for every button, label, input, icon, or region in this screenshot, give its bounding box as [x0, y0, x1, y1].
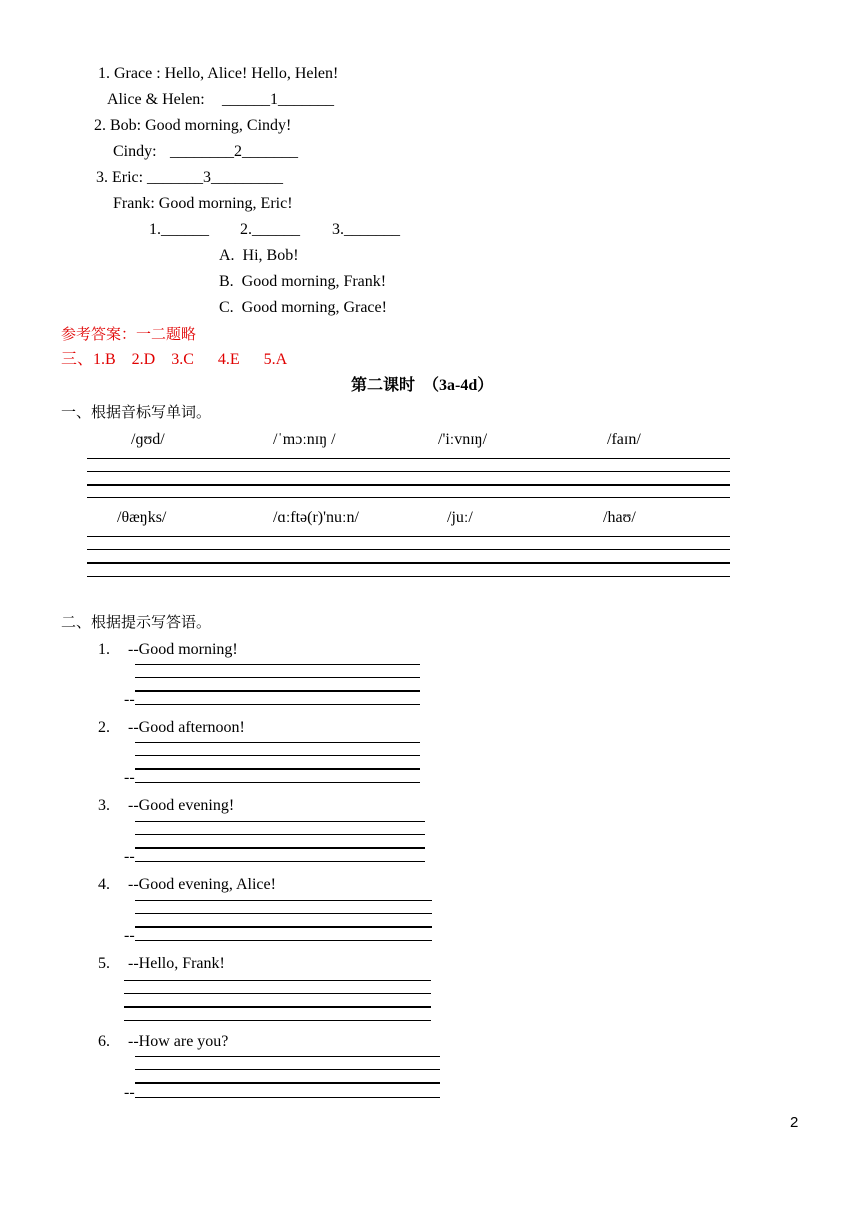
answer-line: [124, 1020, 431, 1021]
reply-dash: --: [124, 927, 135, 944]
dialogue-2-line1: 2. Bob: Good morning, Cindy!: [94, 117, 292, 134]
dialogue-1-speaker2: Alice & Helen:: [107, 91, 205, 108]
answer-line: [135, 704, 420, 705]
dialogue-2-blank: ________2_______: [170, 143, 298, 160]
writing-line: [87, 497, 730, 498]
choice-c: C. Good morning, Grace!: [219, 299, 387, 316]
answer-blank-1: 1.______: [149, 221, 209, 238]
dialogue-2-speaker2: Cindy:: [113, 143, 157, 160]
reference-section3: 三、1.B 2.D 3.C 4.E 5.A: [61, 351, 288, 368]
phonetic-good: /ɡʊd/: [131, 431, 165, 448]
phonetic-thanks: /θæŋks/: [117, 509, 167, 526]
item-number: 5.: [98, 955, 110, 972]
answer-line: [135, 1069, 440, 1070]
answer-line: [135, 1097, 440, 1098]
dialogue-3-blank: _______3_________: [147, 169, 283, 186]
answer-line: [135, 926, 432, 928]
item-number: 4.: [98, 876, 110, 893]
item-prompt: --Good evening, Alice!: [128, 876, 276, 893]
answer-line: [135, 834, 425, 835]
lesson-title: 第二课时 （3a-4d）: [351, 377, 494, 394]
dialogue-3-speaker1: 3. Eric:: [96, 169, 144, 186]
answer-blank-3: 3._______: [332, 221, 400, 238]
answer-line: [124, 993, 431, 994]
answer-blank-2: 2.______: [240, 221, 300, 238]
phonetic-how: /haʊ/: [603, 509, 636, 526]
answer-line: [135, 821, 425, 822]
phonetic-you: /juː/: [447, 509, 473, 526]
writing-line: [87, 484, 730, 486]
item-prompt: --Good morning!: [128, 641, 238, 658]
writing-line: [87, 562, 730, 564]
phonetic-afternoon: /ɑːftə(r)'nuːn/: [273, 509, 359, 526]
reply-dash: --: [124, 1084, 135, 1101]
phonetic-fine: /faɪn/: [607, 431, 641, 448]
phonetic-morning: /ˈmɔːnɪŋ /: [273, 431, 336, 448]
answer-line: [135, 742, 420, 743]
answer-line: [135, 913, 432, 914]
answer-line: [135, 1082, 440, 1084]
reply-dash: --: [124, 848, 135, 865]
answer-line: [124, 980, 431, 981]
answer-line: [135, 900, 432, 901]
answer-line: [135, 861, 425, 862]
reference-label: 参考答案：一二题略: [61, 325, 197, 343]
answer-line: [135, 1056, 440, 1057]
dialogue-3-line2: Frank: Good morning, Eric!: [113, 195, 293, 212]
item-number: 6.: [98, 1033, 110, 1050]
answer-line: [135, 755, 420, 756]
item-prompt: --How are you?: [128, 1033, 229, 1050]
writing-line: [87, 549, 730, 550]
item-prompt: --Good afternoon!: [128, 719, 245, 736]
item-number: 3.: [98, 797, 110, 814]
answer-line: [135, 782, 420, 783]
page-number: 2: [790, 1114, 799, 1131]
phonetic-evening: /'iːvnɪŋ/: [438, 431, 488, 448]
answer-line: [135, 940, 432, 941]
dialogue-1-line1: 1. Grace : Hello, Alice! Hello, Helen!: [98, 65, 339, 82]
section2-title: 二、根据提示写答语。: [61, 613, 212, 631]
writing-line: [87, 576, 730, 577]
choice-b: B. Good morning, Frank!: [219, 273, 387, 290]
answer-line: [135, 768, 420, 770]
answer-line: [135, 677, 420, 678]
answer-line: [124, 1006, 431, 1008]
reply-dash: --: [124, 769, 135, 786]
choice-a: A. Hi, Bob!: [219, 247, 299, 264]
item-prompt: --Good evening!: [128, 797, 235, 814]
section1-title: 一、根据音标写单词。: [61, 403, 212, 421]
item-number: 1.: [98, 641, 110, 658]
writing-line: [87, 458, 730, 459]
reply-dash: --: [124, 691, 135, 708]
item-prompt: --Hello, Frank!: [128, 955, 225, 972]
writing-line: [87, 471, 730, 472]
answer-line: [135, 690, 420, 692]
answer-line: [135, 847, 425, 849]
item-number: 2.: [98, 719, 110, 736]
writing-line: [87, 536, 730, 537]
dialogue-1-blank: ______1_______: [222, 91, 334, 108]
answer-line: [135, 664, 420, 665]
